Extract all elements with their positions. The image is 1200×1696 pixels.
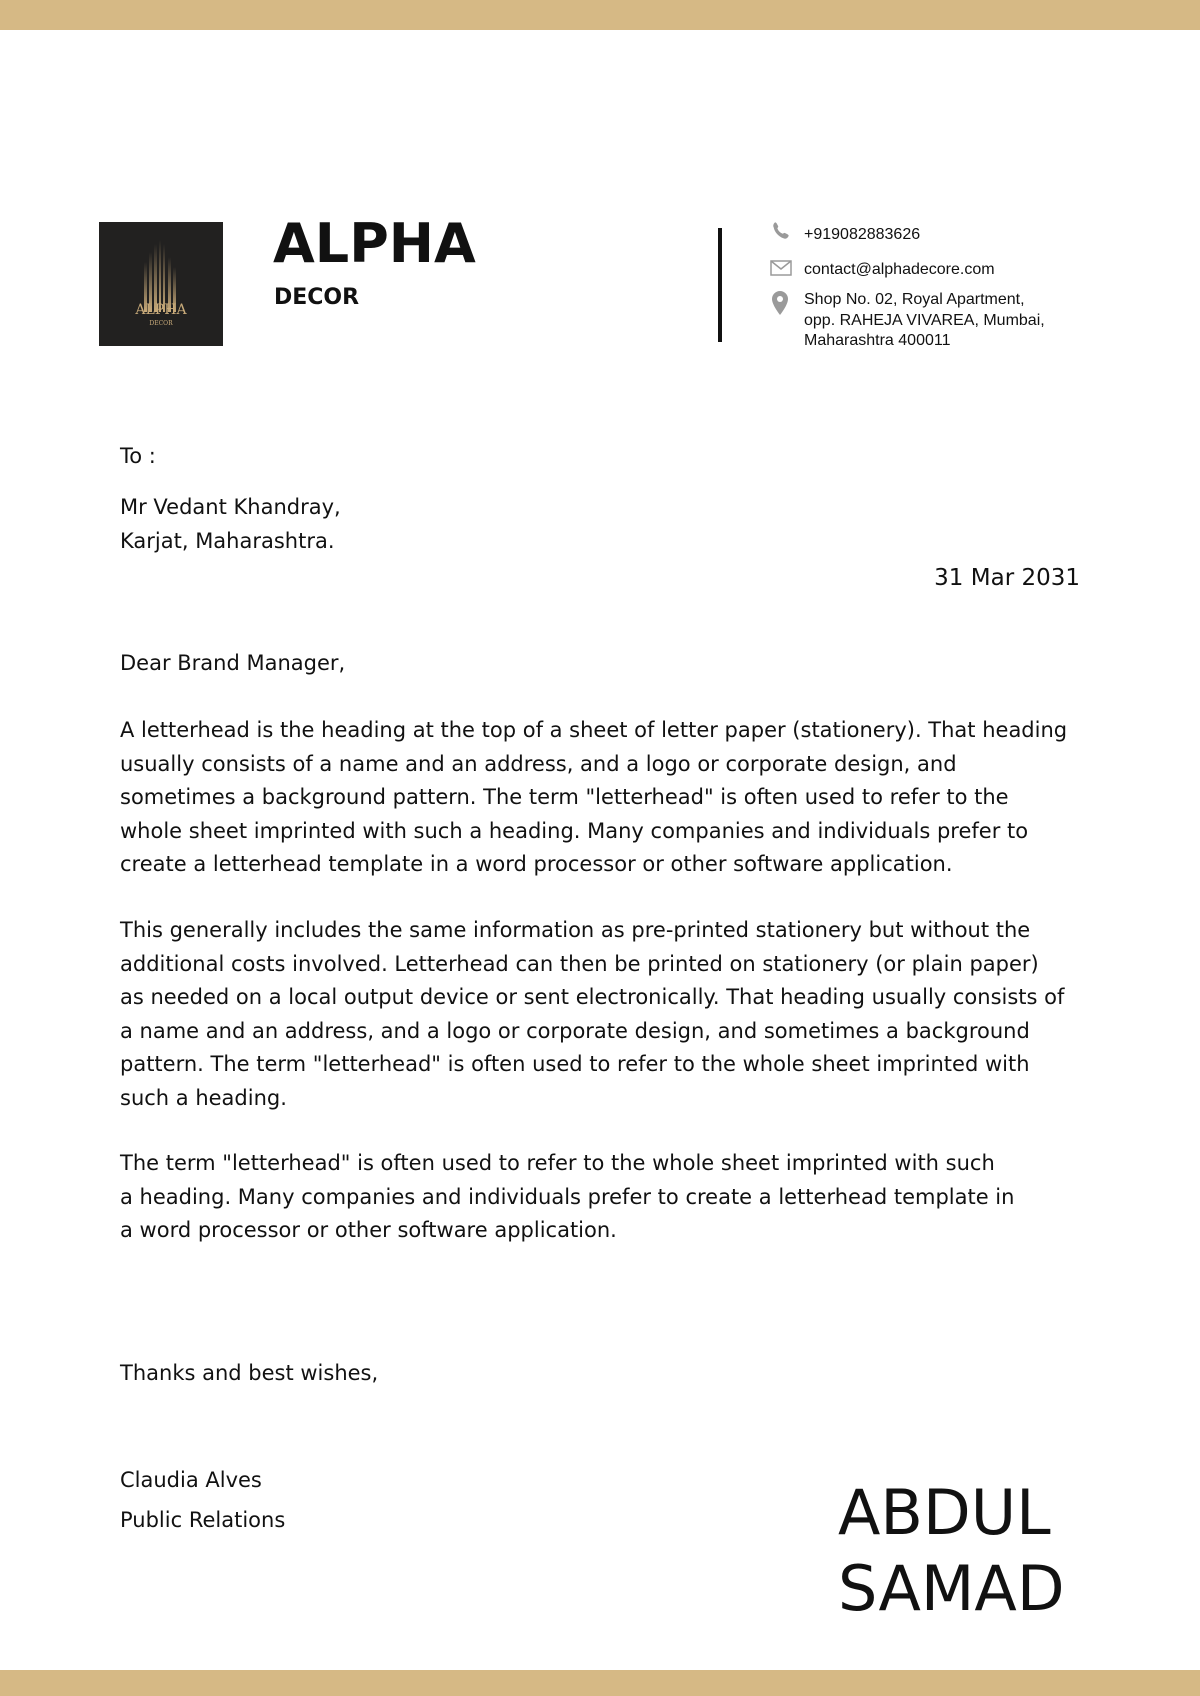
- location-pin-icon: [770, 290, 790, 316]
- address-line: opp. RAHEJA VIVAREA, Mumbai,: [804, 311, 1045, 329]
- mail-icon: [770, 260, 792, 276]
- closing: Thanks and best wishes,: [120, 1361, 379, 1385]
- brand-subtitle: DECOR: [274, 285, 360, 310]
- header-divider: [718, 228, 722, 342]
- line: such a heading.: [120, 1085, 287, 1110]
- line: additional costs involved. Letterhead can then be printed on stationery (or plain paper): [120, 951, 1039, 976]
- line: a word processor or other software application.: [120, 1218, 617, 1242]
- address-line: Shop No. 02, Royal Apartment,: [804, 291, 1025, 308]
- address: [804, 290, 1045, 352]
- line: This generally includes the same information as pre-printed stationery but without the: [120, 918, 1031, 942]
- address-line: Maharashtra 400011: [804, 332, 951, 349]
- phone-icon: [770, 220, 792, 242]
- brand-name: ALPHA: [273, 212, 476, 275]
- signature-line: SAMAD: [838, 1552, 1065, 1625]
- signature: [838, 1475, 1065, 1627]
- svg-text:DECOR: DECOR: [149, 320, 173, 327]
- letter-date: 31 Mar 2031: [934, 565, 1080, 591]
- line: usually consists of a name and an address, and a logo or corporate design, and: [120, 751, 957, 776]
- bottom-accent-bar: [0, 1670, 1200, 1696]
- company-logo: [99, 222, 223, 346]
- salutation: Dear Brand Manager,: [120, 651, 346, 675]
- signature-line: ABDUL: [838, 1476, 1051, 1549]
- sender-name: Claudia Alves: [120, 1468, 262, 1492]
- svg-text:ALPHA: ALPHA: [135, 302, 187, 318]
- sender-title: Public Relations: [120, 1508, 286, 1532]
- top-accent-bar: [0, 0, 1200, 30]
- line: A letterhead is the heading at the top of a sheet of letter paper (stationery). That heading: [120, 718, 1068, 742]
- to-label: To :: [120, 444, 156, 468]
- paragraph: [120, 1147, 1100, 1248]
- line: a heading. Many companies and individuals prefer to create a letterhead template in: [120, 1184, 1015, 1209]
- paragraph: [120, 914, 1100, 1115]
- email-address: contact@alphadecore.com: [804, 261, 995, 278]
- line: pattern. The term "letterhead" is often used to refer to the whole sheet imprinted with: [120, 1052, 1030, 1076]
- line: create a letterhead template in a word processor or other software application.: [120, 852, 953, 876]
- line: a name and an address, and a logo or corporate design, and sometimes a background: [120, 1018, 1030, 1043]
- recipient-line: Mr Vedant Khandray,: [120, 495, 341, 519]
- sender: [120, 1460, 285, 1540]
- recipient-line: Karjat, Maharashtra.: [120, 528, 335, 553]
- phone-number: +919082883626: [804, 226, 921, 243]
- line: The term "letterhead" is often used to refer to the whole sheet imprinted with such: [120, 1151, 995, 1175]
- logo-building-icon: [99, 222, 223, 346]
- paragraph: [120, 714, 1100, 882]
- recipient: [120, 491, 341, 558]
- line: as needed on a local output device or sent electronically. That heading usually consists of: [120, 985, 1065, 1009]
- line: whole sheet imprinted with such a heading. Many companies and individuals prefer to: [120, 818, 1029, 843]
- line: sometimes a background pattern. The term "letterhead" is often used to refer to the: [120, 785, 1009, 809]
